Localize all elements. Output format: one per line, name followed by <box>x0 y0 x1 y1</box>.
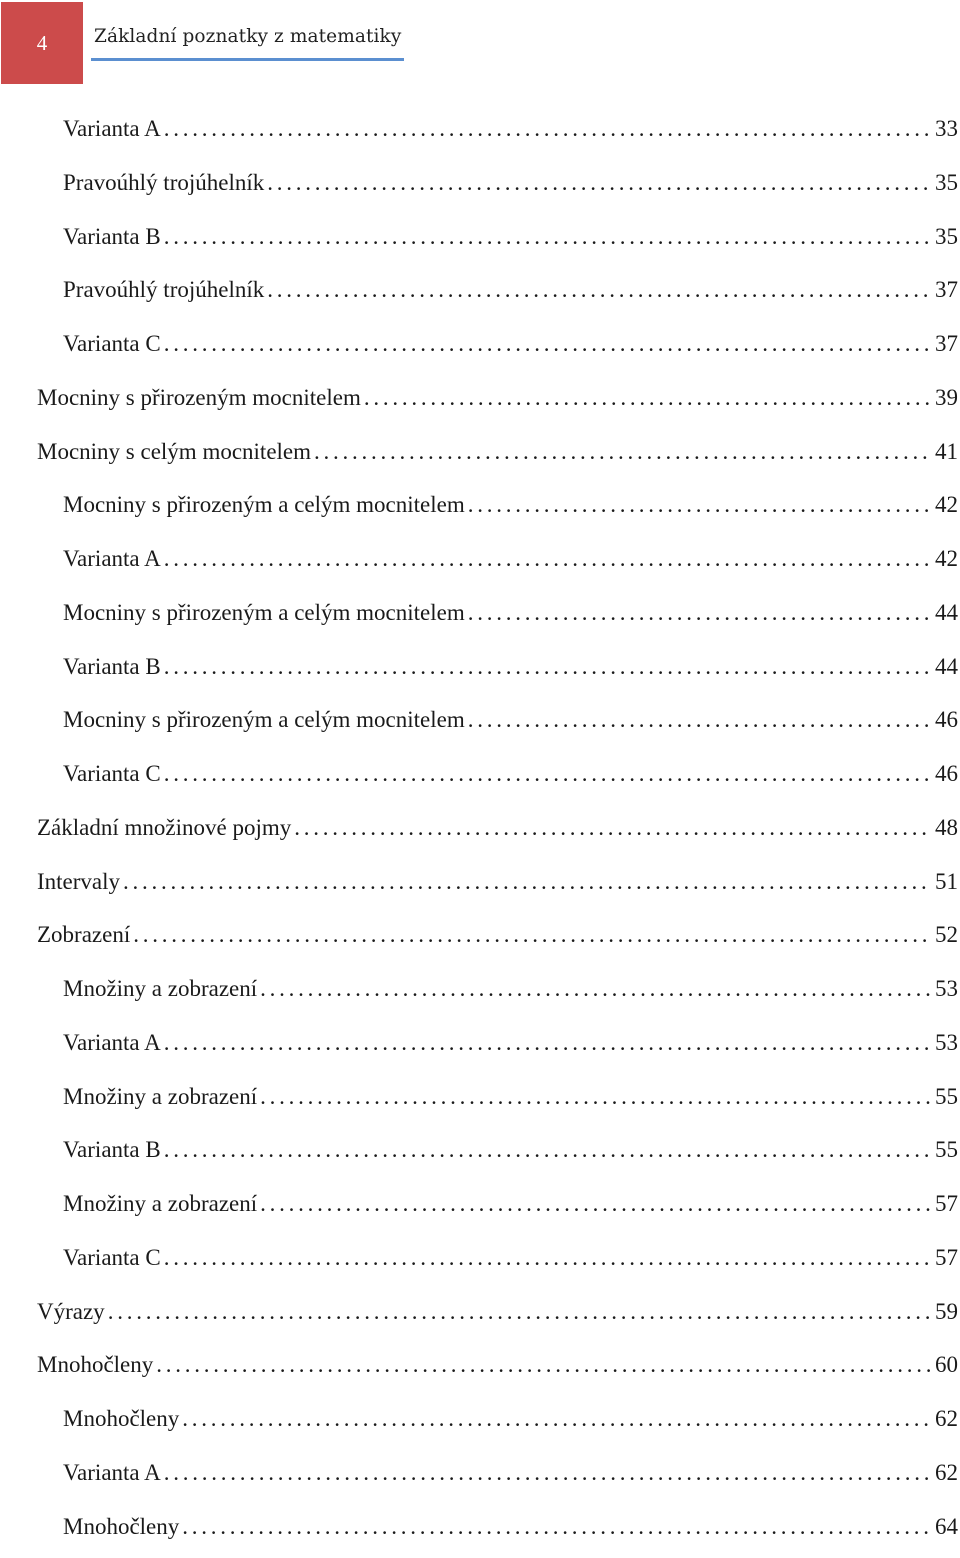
toc-entry[interactable] <box>0 376 960 430</box>
toc-entry-title: Množiny a zobrazení <box>63 1190 257 1218</box>
toc-entry[interactable] <box>0 591 960 645</box>
toc-entry-page-number: 53 <box>935 975 958 1003</box>
toc-entry-title: Varianta B <box>63 223 161 251</box>
running-header-title: Základní poznatky z matematiky <box>94 26 401 47</box>
toc-entry[interactable] <box>0 913 960 967</box>
toc-entry[interactable] <box>0 806 960 860</box>
toc-entry-title: Intervaly <box>37 868 120 896</box>
dot-leader <box>123 868 932 896</box>
toc-entry-page-number: 53 <box>935 1029 958 1057</box>
dot-leader <box>164 653 932 681</box>
toc-entry[interactable] <box>0 1397 960 1451</box>
toc-entry-page-number: 37 <box>935 276 958 304</box>
dot-leader <box>294 814 932 842</box>
dot-leader <box>267 169 932 197</box>
toc-entry[interactable] <box>0 698 960 752</box>
dot-leader <box>260 1190 932 1218</box>
toc-entry[interactable] <box>0 1075 960 1129</box>
toc-entry-title: Mocniny s přirozeným mocnitelem <box>37 384 361 412</box>
toc-entry-title: Varianta B <box>63 1136 161 1164</box>
toc-entry[interactable] <box>0 1505 960 1558</box>
toc-entry-page-number: 39 <box>935 384 958 412</box>
dot-leader <box>468 491 932 519</box>
toc-entry-page-number: 41 <box>935 438 958 466</box>
toc-entry[interactable] <box>0 322 960 376</box>
toc-entry[interactable] <box>0 1451 960 1505</box>
dot-leader <box>267 276 932 304</box>
toc-entry-page-number: 52 <box>935 921 958 949</box>
dot-leader <box>108 1298 932 1326</box>
toc-entry-title: Varianta A <box>63 545 161 573</box>
toc-entry[interactable] <box>0 967 960 1021</box>
dot-leader <box>164 1459 932 1487</box>
toc-entry-title: Varianta B <box>63 653 161 681</box>
dot-leader <box>156 1351 932 1379</box>
toc-entry[interactable] <box>0 1182 960 1236</box>
toc-entry-title: Množiny a zobrazení <box>63 1083 257 1111</box>
toc-entry[interactable] <box>0 752 960 806</box>
toc-entry-title: Varianta C <box>63 330 161 358</box>
dot-leader <box>182 1513 932 1541</box>
toc-entry-title: Varianta A <box>63 1029 161 1057</box>
toc-entry[interactable] <box>0 537 960 591</box>
toc-entry-title: Mocniny s přirozeným a celým mocnitelem <box>63 706 465 734</box>
page-number-badge <box>1 2 83 84</box>
toc-entry-page-number: 55 <box>935 1136 958 1164</box>
toc-entry-title: Množiny a zobrazení <box>63 975 257 1003</box>
dot-leader <box>164 115 932 143</box>
toc-entry[interactable] <box>0 860 960 914</box>
toc-entry[interactable] <box>0 107 960 161</box>
toc-entry-page-number: 57 <box>935 1244 958 1272</box>
dot-leader <box>468 599 932 627</box>
dot-leader <box>164 223 932 251</box>
dot-leader <box>164 760 932 788</box>
toc-entry-title: Základní množinové pojmy <box>37 814 291 842</box>
toc-entry-page-number: 44 <box>935 653 958 681</box>
toc-entry-title: Pravoúhlý trojúhelník <box>63 169 264 197</box>
toc-entry-title: Mocniny s celým mocnitelem <box>37 438 311 466</box>
toc-entry-page-number: 44 <box>935 599 958 627</box>
toc-entry-title: Pravoúhlý trojúhelník <box>63 276 264 304</box>
toc-entry-page-number: 64 <box>935 1513 958 1541</box>
toc-entry[interactable] <box>0 161 960 215</box>
toc-entry[interactable] <box>0 1343 960 1397</box>
page-number: 4 <box>37 31 48 56</box>
toc-entry-title: Varianta C <box>63 1244 161 1272</box>
toc-entry-page-number: 51 <box>935 868 958 896</box>
toc-entry-page-number: 62 <box>935 1405 958 1433</box>
dot-leader <box>133 921 932 949</box>
toc-entry[interactable] <box>0 1236 960 1290</box>
toc-entry-title: Mnohočleny <box>37 1351 153 1379</box>
toc-entry-title: Mnohočleny <box>63 1405 179 1433</box>
toc-entry[interactable] <box>0 645 960 699</box>
toc-entry-page-number: 33 <box>935 115 958 143</box>
toc-entry-title: Mocniny s přirozeným a celým mocnitelem <box>63 491 465 519</box>
dot-leader <box>314 438 932 466</box>
dot-leader <box>164 330 932 358</box>
toc-entry[interactable] <box>0 1021 960 1075</box>
toc-entry[interactable] <box>0 483 960 537</box>
dot-leader <box>164 1244 932 1272</box>
toc-entry-page-number: 57 <box>935 1190 958 1218</box>
dot-leader <box>182 1405 932 1433</box>
toc-entry-title: Výrazy <box>37 1298 105 1326</box>
dot-leader <box>260 975 932 1003</box>
toc-entry-page-number: 62 <box>935 1459 958 1487</box>
dot-leader <box>164 545 932 573</box>
toc-entry-title: Varianta C <box>63 760 161 788</box>
toc-entry-page-number: 46 <box>935 760 958 788</box>
toc-entry-page-number: 37 <box>935 330 958 358</box>
toc-entry-title: Mnohočleny <box>63 1513 179 1541</box>
dot-leader <box>260 1083 932 1111</box>
toc-entry-page-number: 46 <box>935 706 958 734</box>
toc-entry-title: Varianta A <box>63 115 161 143</box>
toc-entry[interactable] <box>0 1128 960 1182</box>
toc-entry-page-number: 55 <box>935 1083 958 1111</box>
toc-entry-title: Zobrazení <box>37 921 130 949</box>
dot-leader <box>468 706 932 734</box>
header-underline <box>91 58 404 61</box>
toc-entry-page-number: 42 <box>935 491 958 519</box>
toc-entry-title: Mocniny s přirozeným a celým mocnitelem <box>63 599 465 627</box>
toc-entry-page-number: 59 <box>935 1298 958 1326</box>
toc-entry[interactable] <box>0 1290 960 1344</box>
toc-entry-page-number: 35 <box>935 169 958 197</box>
toc-entry-page-number: 48 <box>935 814 958 842</box>
toc-entry-page-number: 35 <box>935 223 958 251</box>
dot-leader <box>364 384 932 412</box>
toc-entry[interactable] <box>0 430 960 484</box>
toc-entry-page-number: 42 <box>935 545 958 573</box>
table-of-contents <box>0 107 960 1558</box>
dot-leader <box>164 1136 932 1164</box>
toc-entry[interactable] <box>0 215 960 269</box>
toc-entry-title: Varianta A <box>63 1459 161 1487</box>
toc-entry-page-number: 60 <box>935 1351 958 1379</box>
dot-leader <box>164 1029 932 1057</box>
toc-entry[interactable] <box>0 268 960 322</box>
